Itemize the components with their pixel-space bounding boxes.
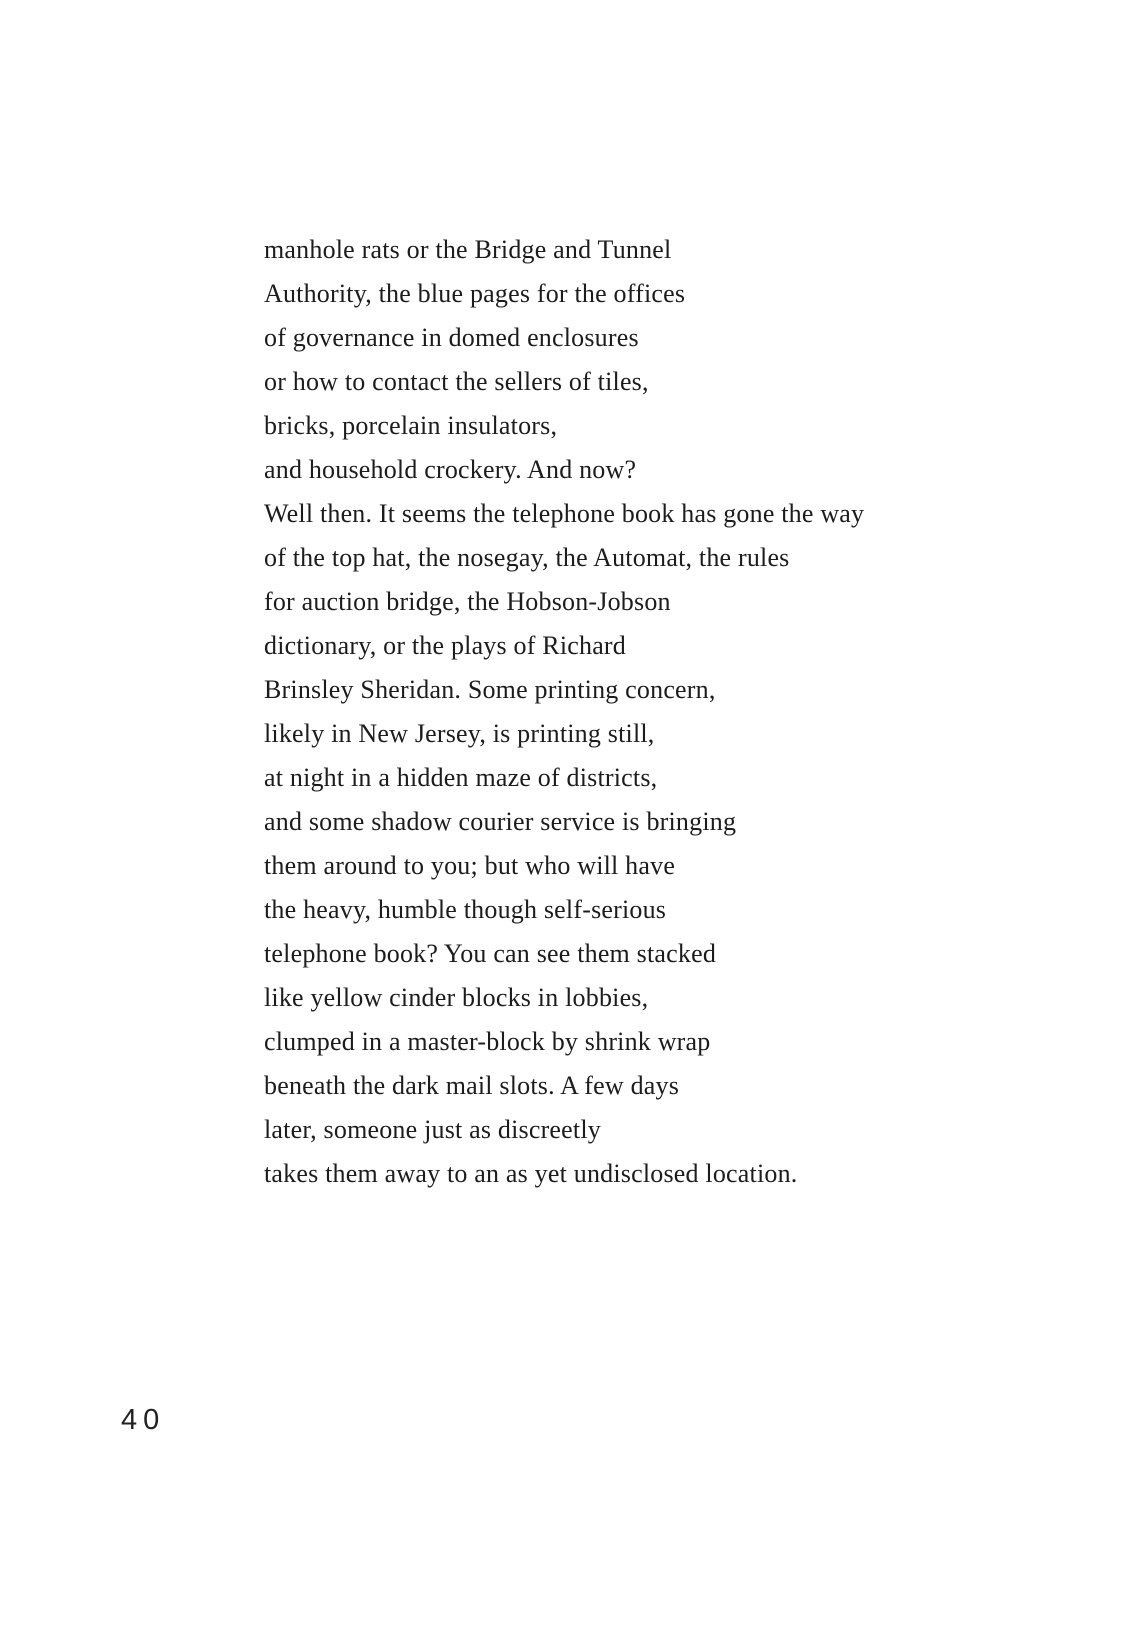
poem-line: and household crockery. And now? [264, 455, 637, 484]
poem-line: Brinsley Sheridan. Some printing concern, [264, 675, 716, 704]
poem-line: Authority, the blue pages for the offices [264, 279, 686, 308]
poem-line: of governance in domed enclosures [264, 323, 639, 352]
poem-line: manhole rats or the Bridge and Tunnel [264, 235, 672, 264]
poem-line: clumped in a master-block by shrink wrap [264, 1027, 711, 1056]
poem-line: Well then. It seems the telephone book has gone the way [264, 499, 865, 528]
poem-line: takes them away to an as yet undisclosed location. [264, 1159, 798, 1188]
poem-line: the heavy, humble though self-serious [264, 895, 667, 924]
poem-line: them around to you; but who will have [264, 851, 676, 880]
poem-line: at night in a hidden maze of districts, [264, 763, 658, 792]
poem-line: of the top hat, the nosegay, the Automat, the rules [264, 543, 790, 572]
poem-line: like yellow cinder blocks in lobbies, [264, 983, 649, 1012]
poem-line: or how to contact the sellers of tiles, [264, 367, 649, 396]
poem-line: later, someone just as discreetly [264, 1115, 601, 1144]
poem-line: likely in New Jersey, is printing still, [264, 719, 655, 748]
poem-text-block [264, 228, 984, 1196]
poem-line: telephone book? You can see them stacked [264, 939, 717, 968]
poem-line: dictionary, or the plays of Richard [264, 631, 626, 660]
poem-line: bricks, porcelain insulators, [264, 411, 558, 440]
page-number: 40 [121, 1404, 166, 1436]
poem-line: and some shadow courier service is bringing [264, 807, 737, 836]
poem-line: for auction bridge, the Hobson-Jobson [264, 587, 671, 616]
poem-line: beneath the dark mail slots. A few days [264, 1071, 680, 1100]
